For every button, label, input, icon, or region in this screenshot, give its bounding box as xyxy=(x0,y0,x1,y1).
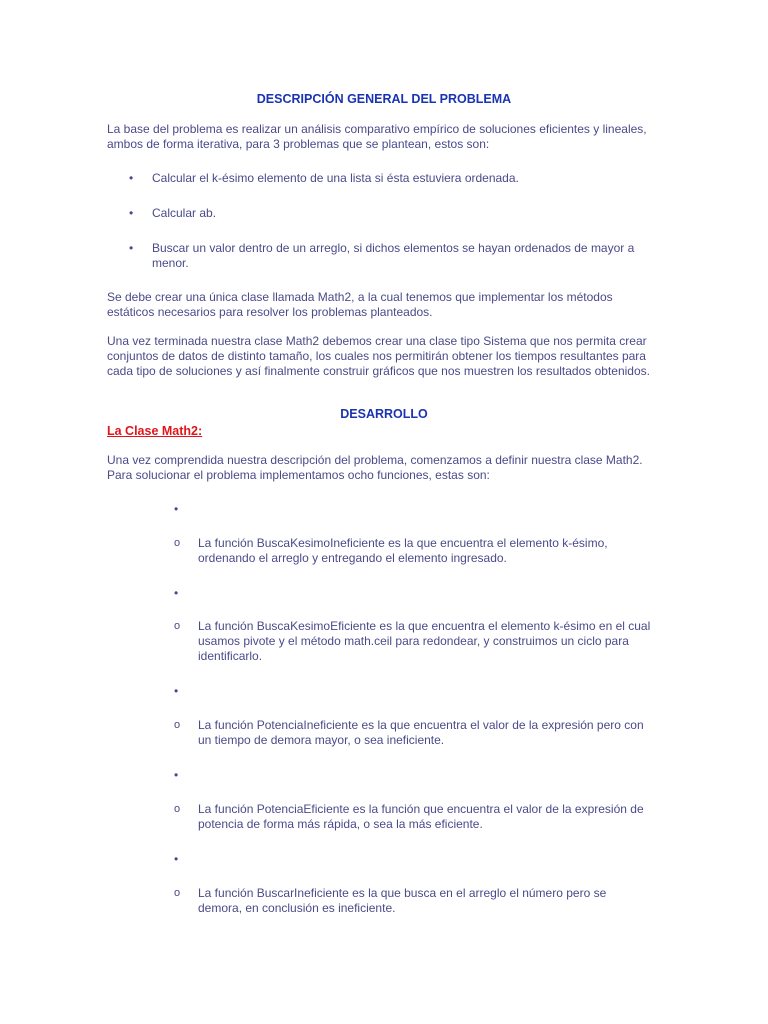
bullet-icon: • xyxy=(129,206,134,220)
bullet-icon: • xyxy=(129,241,134,255)
functions-intro-paragraph: Una vez comprendida nuestra descripción del problema, comenzamos a definir nuestra clase Math2. Para solucionar el problema implementamos ocho funciones, estas son: xyxy=(107,453,643,482)
bullet-icon: • xyxy=(174,852,179,866)
section-title: DESARROLLO xyxy=(340,407,428,421)
bullet-icon: • xyxy=(174,502,179,516)
bullet-icon: • xyxy=(174,684,179,698)
circle-bullet-icon: o xyxy=(174,620,181,632)
function-text: La función BuscaKesimoEficiente es la que encuentra el elemento k-ésimo en el cual usamos pivote y el método math.ceil para redondear, y construimos un ciclo para identificarlo. xyxy=(198,619,651,663)
bullet-icon: • xyxy=(174,768,179,782)
function-text: La función PotenciaIneficiente es la que encuentra el valor de la expresión pero con un tiempo de demora mayor, o sea ineficiente. xyxy=(198,718,644,747)
bullet-icon: • xyxy=(174,586,179,600)
circle-bullet-icon: o xyxy=(174,887,181,899)
problem-text: Calcular el k-ésimo elemento de una lista si ésta estuviera ordenada. xyxy=(152,171,519,185)
circle-bullet-icon: o xyxy=(174,803,181,815)
circle-bullet-icon: o xyxy=(174,537,181,549)
class-heading: La Clase Math2: xyxy=(107,424,203,438)
function-text: La función PotenciaEficiente es la función que encuentra el valor de la expresión de potencia de forma más rápida, o sea la más eficiente. xyxy=(198,802,644,831)
document-title: DESCRIPCIÓN GENERAL DEL PROBLEMA xyxy=(256,92,512,106)
problem-text: Buscar un valor dentro de un arreglo, si dichos elementos se hayan ordenados de mayor a menor. xyxy=(152,241,635,270)
function-text: La función BuscaKesimoIneficiente es la que encuentra el elemento k-ésimo, ordenando el arreglo y entregando el elemento ingresado. xyxy=(198,536,608,565)
sistema-paragraph: Una vez terminada nuestra clase Math2 debemos crear una clase tipo Sistema que nos permita crear conjuntos de datos de distinto tamaño, los cuales nos permitirán obtener los tiempos resultantes para cada tipo de soluciones y así finalmente construir gráficos que nos muestren los resultados obtenidos. xyxy=(107,334,650,378)
math2-paragraph: Se debe crear una única clase llamada Math2, a la cual tenemos que implementar los métodos estáticos necesarios para resolver los problemas planteados. xyxy=(107,290,613,319)
bullet-icon: • xyxy=(129,171,134,185)
circle-bullet-icon: o xyxy=(174,719,181,731)
intro-paragraph: La base del problema es realizar un análisis comparativo empírico de soluciones eficientes y lineales, ambos de forma iterativa, para 3 problemas que se plantean, estos son: xyxy=(107,122,647,151)
function-text: La función BuscarIneficiente es la que busca en el arreglo el número pero se demora, en conclusión es ineficiente. xyxy=(198,886,607,915)
problem-text: Calcular ab. xyxy=(152,206,217,220)
